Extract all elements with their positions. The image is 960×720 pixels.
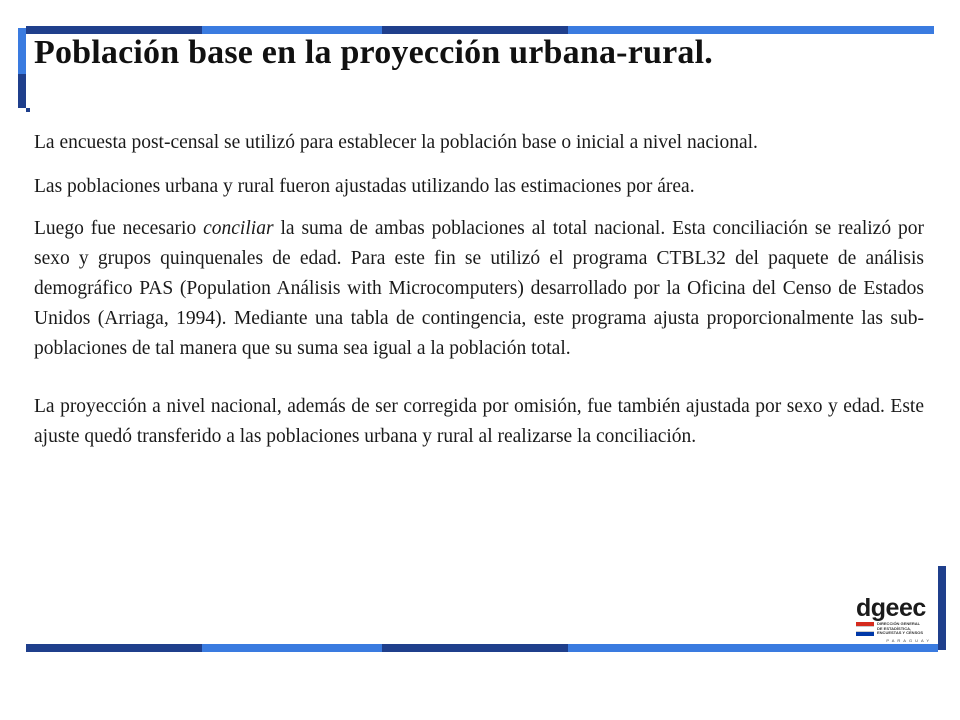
bottom-bar-light [202,644,382,652]
paragraph-1: La encuesta post-censal se utilizó para establecer la población base o inicial a nivel nacional. [34,132,758,153]
right-bar-dark [938,566,946,650]
bottom-bar-dark-2 [382,644,568,652]
paragraph-4: La proyección a nivel nacional, además de ser corregida por omisión, fue también ajustada por sexo y edad. Este ajuste quedó transferido a las poblaciones urbana y rural al realizarse la conciliación. [34,396,924,447]
top-bar-dark [26,26,202,34]
paragraph-3-rest: la suma de ambas poblaciones al total nacional. Esta conciliación se realizó por sexo y grupos quinquenales de edad. Para este fin se utilizó el programa CTBL32 del paquete de análisis demográfico PAS (Population Análisis with Microcomputers) desarrollado por la Oficina del Censo de Estados Unidos (Arriaga, 1994). Mediante una tabla de contingencia, este programa ajusta proporcionalmente las sub-poblaciones de tal manera que su suma sea igual a la población total. [34,218,924,359]
paragraph-3-lead: Luego fue necesario [34,218,204,239]
logo-details [856,622,932,636]
paragraph-3-emphasis: conciliar [203,218,274,239]
slide-body [34,128,924,452]
logo-wordmark: dgeec [856,594,926,622]
flag-stripe-blue [856,632,874,636]
page-title: Población base en la proyección urbana-rural. [34,34,713,71]
flag-icon [856,622,874,636]
dgeec-logo [856,596,932,650]
underline-bar [26,108,30,112]
left-bar-light [18,28,26,74]
top-bar-dark-2 [382,26,568,34]
logo-subtitle [877,622,923,636]
paragraph-2: Las poblaciones urbana y rural fueron ajustadas utilizando las estimaciones por área. [34,176,695,197]
logo-line-2: DE ESTADÍSTICA, [877,625,912,631]
left-bar-dark [18,74,26,108]
top-bar-light [202,26,382,34]
bottom-bar-dark [26,644,202,652]
logo-line-3: ENCUESTAS Y CENSOS [877,630,924,636]
logo-country: PARAGUAY [886,638,932,643]
top-bar-light-2 [568,26,934,34]
logo-line-1: DIRECCIÓN GENERAL [877,621,921,626]
paragraph-3 [34,214,924,364]
